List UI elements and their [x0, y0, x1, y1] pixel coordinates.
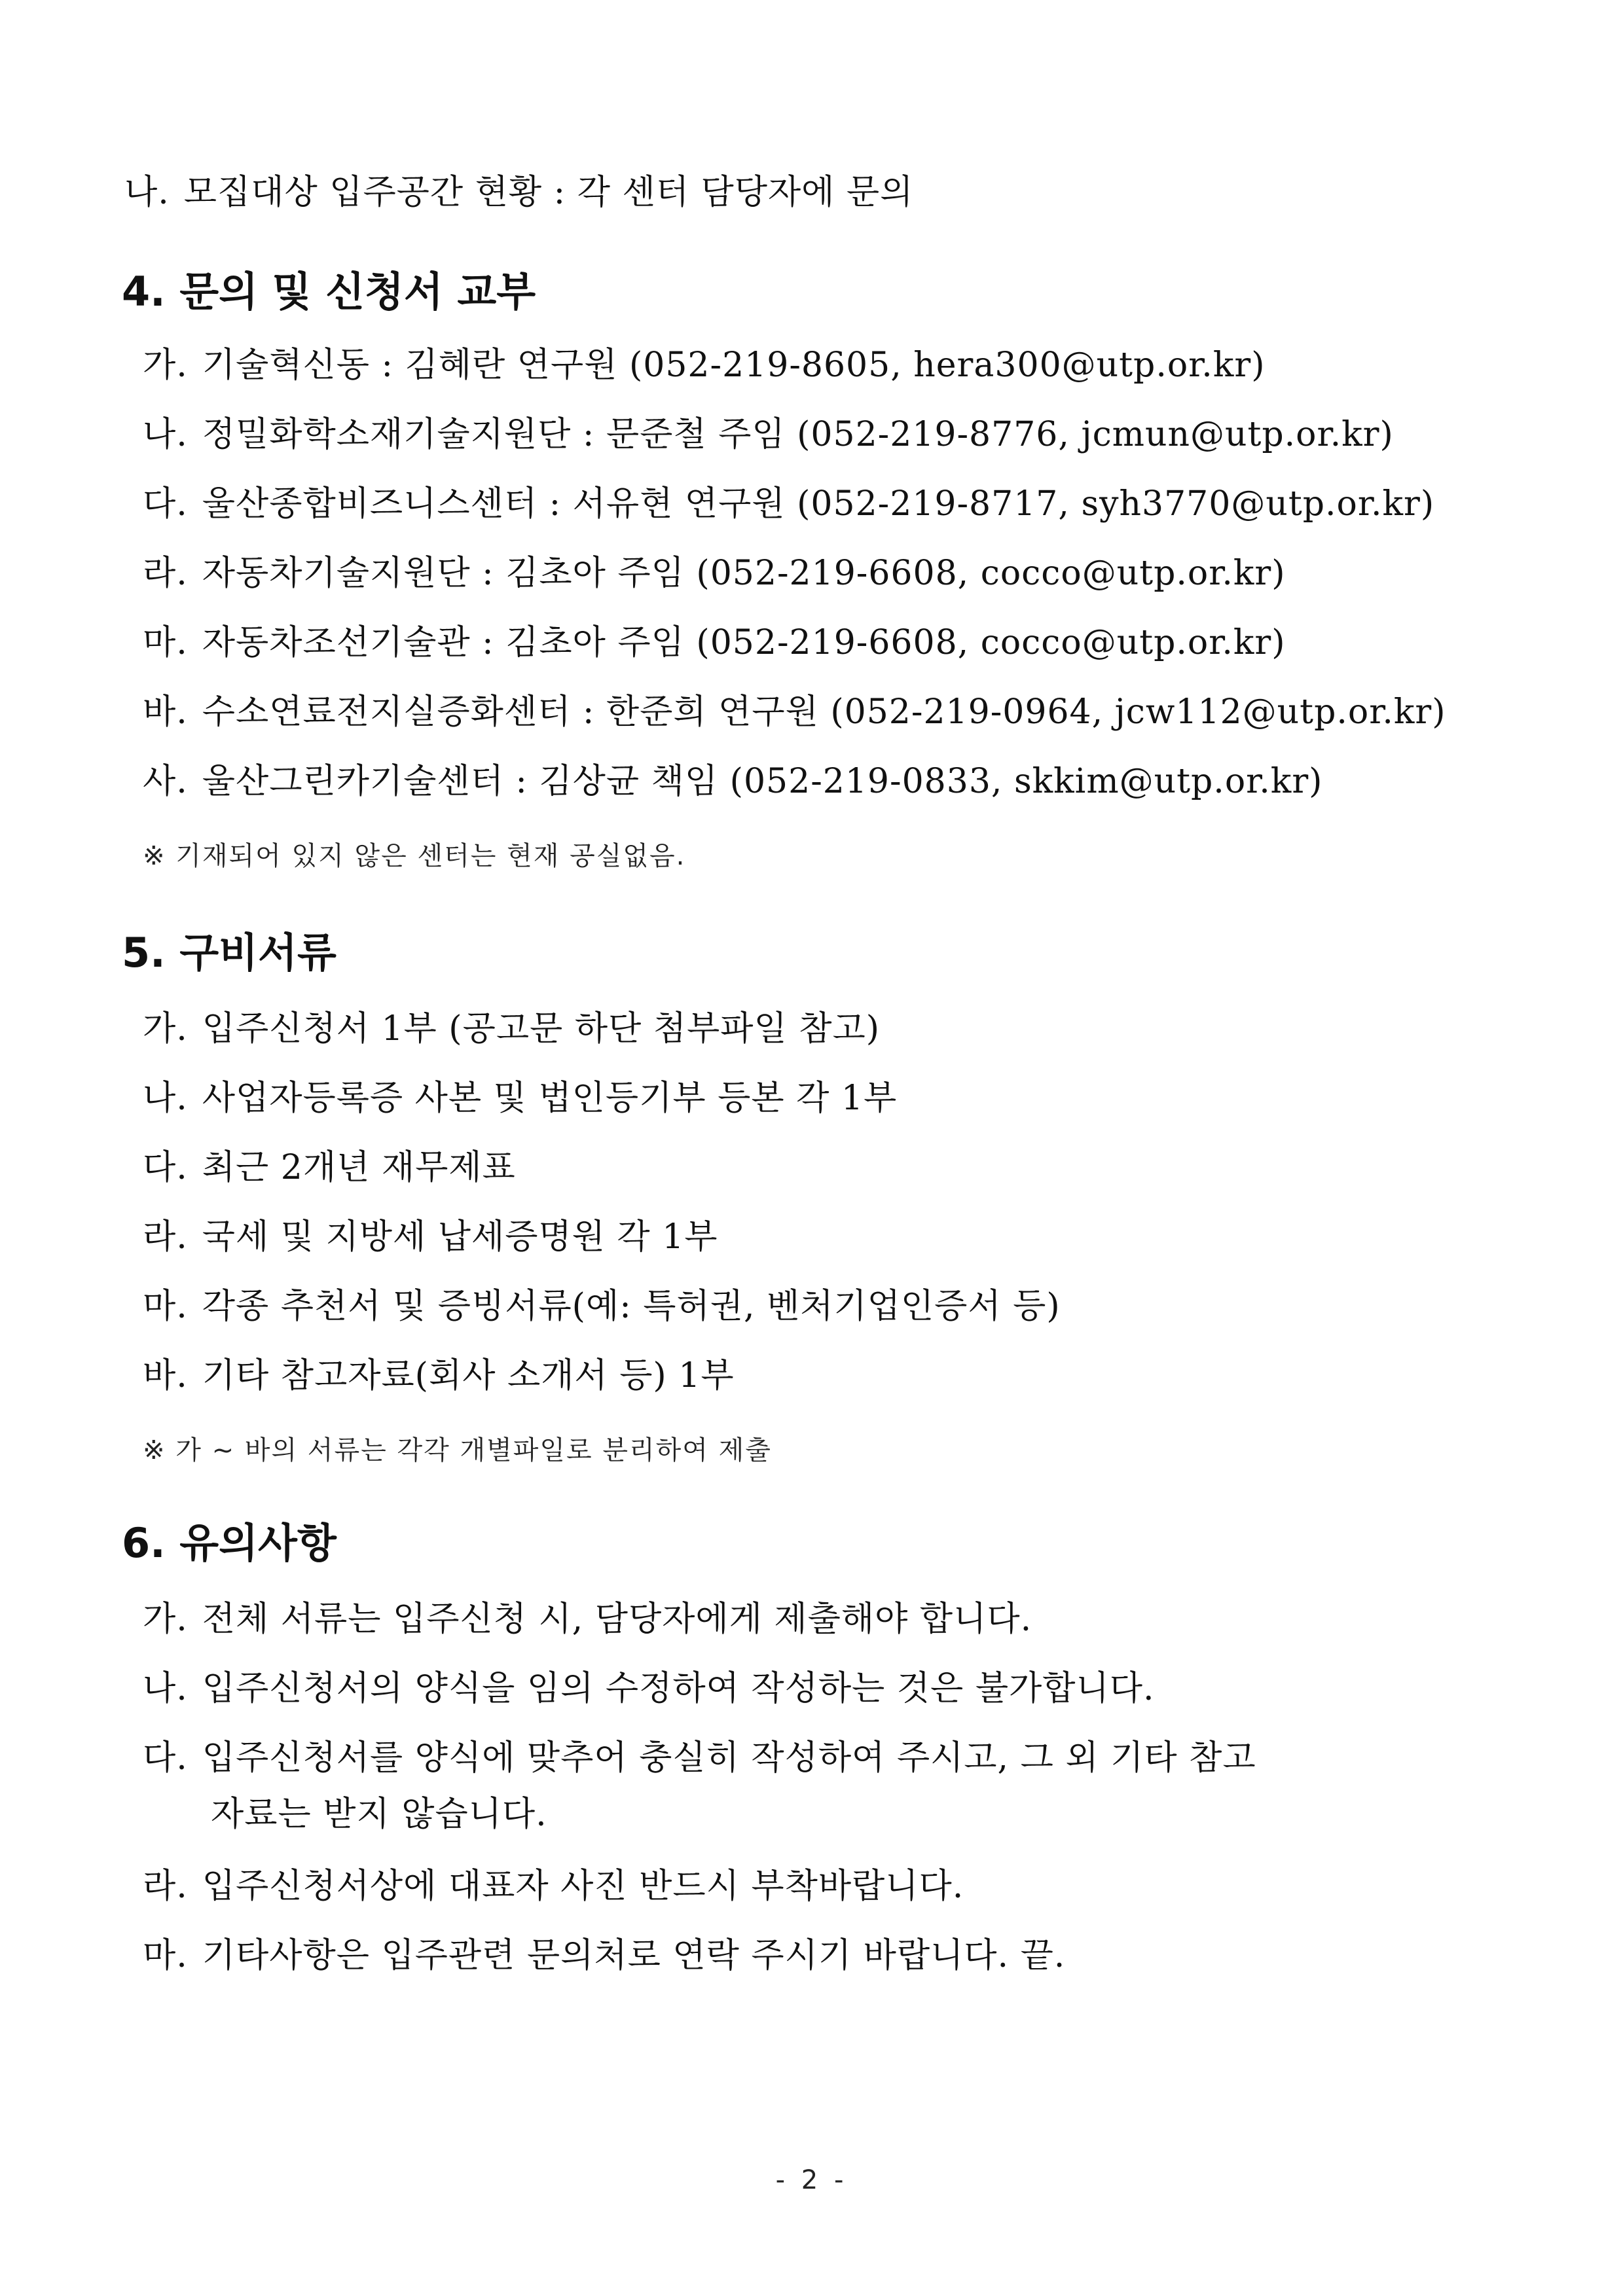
section4-item: [143, 622, 1286, 664]
item-text: 자동차기술지원단 : 김초아 주임 (052-219-6608, cocco@utp.or.kr): [202, 554, 1286, 593]
item-continuation: 자료는 받지 않습니다.: [211, 1795, 547, 1834]
item-text: 각종 추천서 및 증빙서류(예: 특허권, 벤처기업인증서 등): [202, 1287, 1061, 1326]
section4-note: ※ 기재되어 있지 않은 센터는 현재 공실없음.: [143, 841, 686, 871]
section6-item: [143, 1865, 964, 1907]
section4-item: [143, 761, 1322, 802]
item-marker: 라.: [143, 1867, 188, 1906]
section6-title: 6. 유의사항: [122, 1519, 337, 1567]
section5-item: [143, 1147, 516, 1189]
intro-line: [124, 171, 913, 213]
item-text: 입주신청서 1부 (공고문 하단 첨부파일 참고): [202, 1009, 881, 1049]
section4-item: [143, 691, 1446, 733]
item-text: 울산종합비즈니스센터 : 서유현 연구원 (052-219-8717, syh3770@utp.or.kr): [202, 484, 1435, 524]
item-text: 울산그린카기술센터 : 김상균 책임 (052-219-0833, skkim@utp.or.kr): [202, 762, 1323, 801]
section6-item: [143, 1668, 1155, 1710]
item-marker: 라.: [143, 554, 188, 593]
section6-item: [143, 1737, 1256, 1779]
item-text: 기술혁신동 : 김혜란 연구원 (052-219-8605, hera300@utp.or.kr): [202, 346, 1266, 385]
item-text: 입주신청서를 양식에 맞추어 충실히 작성하여 주시고, 그 외 기타 참고: [202, 1738, 1256, 1778]
section4-title: 4. 문의 및 신청서 교부: [122, 268, 536, 315]
item-text: 기타사항은 입주관련 문의처로 연락 주시기 바랍니다. 끝.: [202, 1936, 1066, 1975]
section6-item: [143, 1935, 1065, 1977]
item-text: 입주신청서의 양식을 임의 수정하여 작성하는 것은 불가합니다.: [202, 1669, 1155, 1708]
section6-item: [143, 1598, 1032, 1640]
page-number: - 2 -: [775, 2165, 848, 2195]
item-marker: 다.: [143, 484, 188, 524]
item-text: 기타 참고자료(회사 소개서 등) 1부: [202, 1356, 735, 1395]
item-text: 정밀화학소재기술지원단 : 문준철 주임 (052-219-8776, jcmun@utp.or.kr): [202, 415, 1394, 454]
section5-title: 5. 구비서류: [122, 929, 337, 977]
item-text: 입주신청서상에 대표자 사진 반드시 부착바랍니다.: [202, 1867, 964, 1906]
item-marker: 가.: [143, 1600, 188, 1639]
item-text: 최근 2개년 재무제표: [202, 1148, 516, 1187]
section4-item: [143, 414, 1394, 456]
item-marker: 마.: [143, 1287, 188, 1326]
section5-item: [143, 1008, 880, 1050]
item-marker: 바.: [143, 1356, 188, 1395]
item-marker: 바.: [143, 692, 188, 732]
item-marker: 다.: [143, 1148, 188, 1187]
section5-note: ※ 가 ~ 바의 서류는 각각 개별파일로 분리하여 제출: [143, 1435, 772, 1465]
item-marker: 마.: [143, 623, 188, 662]
item-text: 사업자등록증 사본 및 법인등기부 등본 각 1부: [202, 1079, 898, 1118]
item-text: 전체 서류는 입주신청 시, 담당자에게 제출해야 합니다.: [202, 1600, 1032, 1639]
item-marker: 나.: [143, 415, 188, 454]
section4-item: [143, 344, 1266, 386]
section5-item: [143, 1077, 897, 1119]
section4-item: [143, 483, 1434, 525]
item-text: 국세 및 지방세 납세증명원 각 1부: [202, 1217, 718, 1257]
intro-marker: 나.: [124, 173, 170, 212]
section5-item: [143, 1216, 718, 1258]
item-text: 자동차조선기술관 : 김초아 주임 (052-219-6608, cocco@utp.or.kr): [202, 623, 1286, 662]
item-marker: 나.: [143, 1079, 188, 1118]
item-text: 수소연료전지실증화센터 : 한준희 연구원 (052-219-0964, jcw112@utp.or.kr): [202, 692, 1446, 732]
item-marker: 가.: [143, 346, 188, 385]
item-marker: 사.: [143, 762, 188, 801]
section4-item: [143, 552, 1286, 594]
intro-text: 모집대상 입주공간 현황 : 각 센터 담당자에 문의: [183, 173, 914, 212]
section5-item: [143, 1285, 1061, 1327]
item-marker: 다.: [143, 1738, 188, 1778]
item-marker: 가.: [143, 1009, 188, 1049]
section5-item: [143, 1355, 735, 1397]
item-marker: 마.: [143, 1936, 188, 1975]
item-marker: 나.: [143, 1669, 188, 1708]
item-marker: 라.: [143, 1217, 188, 1257]
